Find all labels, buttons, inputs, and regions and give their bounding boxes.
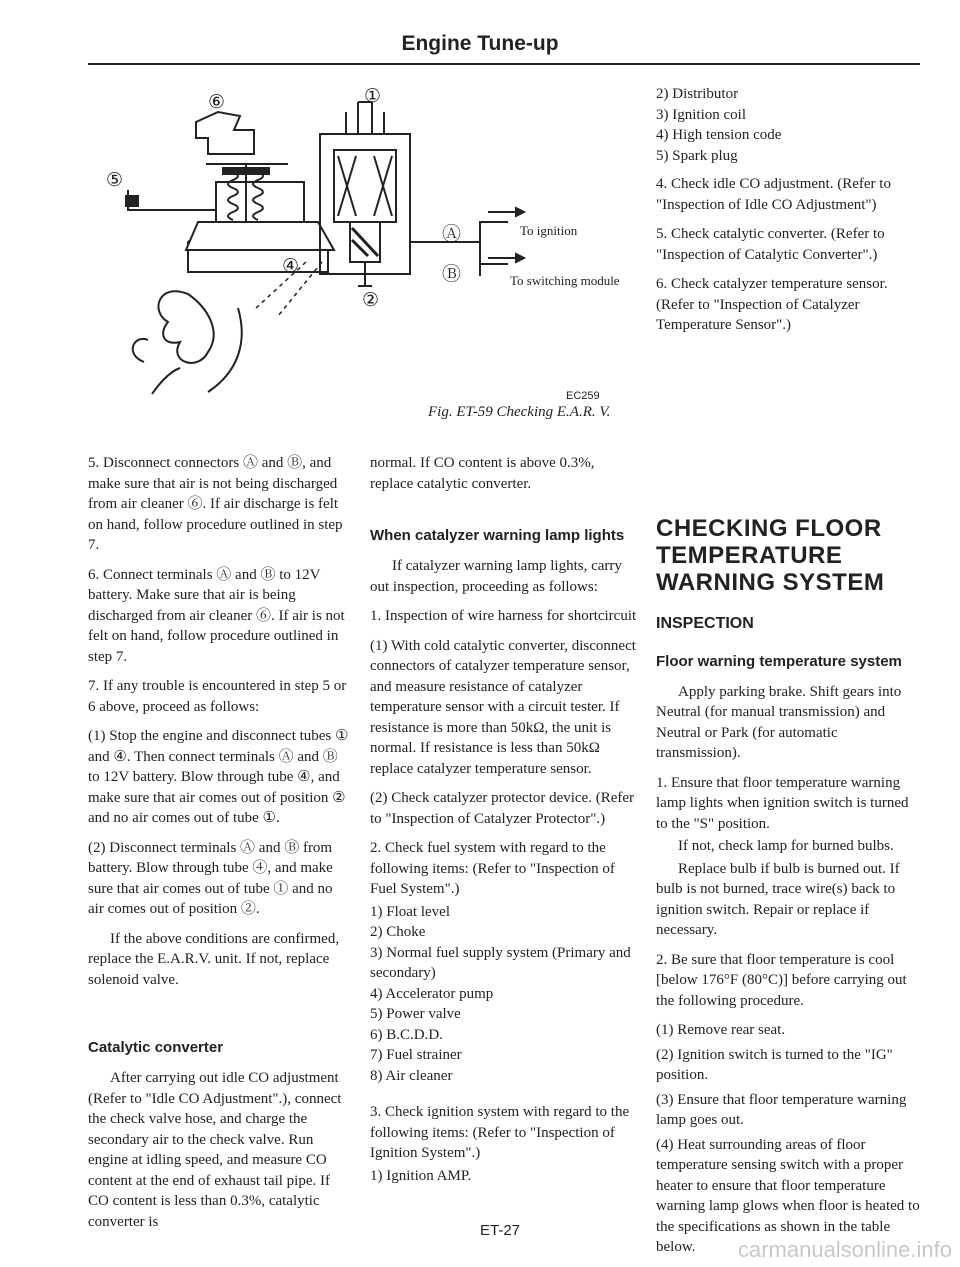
column-right (656, 84, 920, 1267)
paragraph: (4) Heat surrounding areas of floor temperature sensing switch with a proper heater to ensure that floor temperature warning lamp glows when floor is heated to the specifications as shown in the table below. (656, 1136, 920, 1255)
earv-diagram (88, 72, 648, 402)
valve-spring (228, 172, 238, 220)
paragraph: 2. Be sure that floor temperature is cool [below 176°F (80°C)] before carrying out the following procedure. (656, 951, 907, 1009)
column-middle (370, 453, 638, 1186)
label-5: ⑤ (106, 170, 124, 191)
hand-sketch (158, 291, 213, 363)
label-b: Ⓑ (442, 264, 462, 285)
paragraph: After carrying out idle CO adjustment (Refer to "Idle CO Adjustment".), connect the check valve hose, and charge the secondary air to the check valve. Run engine at idling speed, and measure CO content at the end of exhaust tail pipe. If CO content is less than 0.3%, catalytic converter is (88, 1070, 342, 1230)
paragraph: (1) Stop the engine and disconnect tubes ① and ④. Then connect terminals Ⓐ and Ⓑ to 12V battery. Blow through tube ④, and make sure that air comes out of position ② and no air comes out of tube ①. (88, 728, 349, 826)
paragraph: If the above conditions are confirmed, replace the E.A.R.V. unit. If not, replace solenoid valve. (88, 930, 340, 988)
paragraph: Replace bulb if bulb is burned out. If bulb is not burned, trace wire(s) back to ignition switch. Repair or replace if necessary. (656, 860, 900, 938)
paragraph: (2) Ignition switch is turned to the "IG" position. (656, 1046, 893, 1083)
list-item: 1) Float level (370, 903, 450, 920)
figure-code: EC259 (566, 390, 600, 402)
list-item: 3) Normal fuel supply system (Primary and secondary) (370, 944, 631, 981)
list-item: 7) Fuel strainer (370, 1047, 462, 1063)
paragraph: 6. Connect terminals Ⓐ and Ⓑ to 12V battery. Make sure that air is being discharged from air cleaner ⑥. If air is not felt on hand, follow procedure outlined in step 7. (88, 566, 345, 665)
paragraph: (2) Check catalyzer protector device. (Refer to "Inspection of Catalyzer Protector".) (370, 790, 635, 827)
paragraph: 5. Disconnect connectors Ⓐ and Ⓑ, and make sure that air is not being discharged from air cleaner ⑥. If air discharge is felt on hand, follow procedure outlined in step 7. (88, 455, 343, 553)
watermark: carmanualsonline.info (737, 1237, 952, 1262)
paragraph: (1) With cold catalytic converter, disconnect connectors of catalyzer temperature sensor, and measure resistance of catalyzer temperature sensor with a circuit tester. If resistance is more than 50kΩ, the unit is normal. If resistance is less than 50kΩ replace catalyzer temperature sensor. (370, 637, 636, 777)
column-left (88, 453, 350, 1241)
page-header: Engine Tune-up (401, 32, 559, 55)
label-4: ④ (282, 256, 300, 277)
paragraph: 1. Ensure that floor temperature warning lamp lights when ignition switch is turned to the "S" position. (656, 774, 909, 832)
paragraph: 7. If any trouble is encountered in step 5 or 6 above, proceed as follows: (88, 678, 347, 715)
paragraph: normal. If CO content is above 0.3%, replace catalytic converter. (370, 455, 595, 492)
paragraph: 5. Check catalytic converter. (Refer to "Inspection of Catalytic Converter".) (656, 226, 885, 263)
paragraph: (1) Remove rear seat. (656, 1022, 786, 1038)
list-item: 2) Choke (370, 924, 426, 940)
paragraph: 6. Check catalyzer temperature sensor. (Refer to "Inspection of Catalyzer Temperature Sensor".) (656, 276, 888, 333)
paragraph: 3. Check ignition system with regard to the following items: (Refer to "Inspection of Ignition System".) (370, 1104, 630, 1161)
list-item: 2) Distributor (656, 86, 739, 102)
paragraph: (3) Ensure that floor temperature warning lamp goes out. (656, 1091, 907, 1128)
label-a: Ⓐ (442, 224, 462, 245)
paragraph: If not, check lamp for burned bulbs. (678, 838, 894, 854)
paragraph: Apply parking brake. Shift gears into Neutral (for manual transmission) and Neutral or Park (for automatic transmission). (656, 683, 902, 761)
paragraph: If catalyzer warning lamp lights, carry out inspection, proceeding as follows: (370, 558, 622, 595)
list-item: 3) Ignition coil (656, 106, 746, 123)
main-heading: CHECKING FLOOR TEMPERATURE WARNING SYSTEM (656, 514, 885, 596)
list-item: 4) Accelerator pump (370, 985, 494, 1002)
section-heading: When catalyzer warning lamp lights (370, 527, 625, 544)
label-to-ignition: To ignition (520, 223, 578, 238)
subsection-heading: INSPECTION (656, 614, 754, 632)
label-6: ⑥ (208, 92, 226, 113)
list-item: 8) Air cleaner (370, 1067, 453, 1084)
list-item: 4) High tension code (656, 127, 782, 143)
label-to-switching-module: To switching module (510, 273, 620, 288)
air-cleaner-cap (196, 112, 254, 154)
paragraph: 1. Inspection of wire harness for shortcircuit (370, 608, 637, 624)
section-heading: Catalytic converter (88, 1039, 224, 1056)
page-number: ET-27 (480, 1222, 521, 1239)
label-1: ① (364, 86, 382, 107)
air-cleaner-outlet-pipe (128, 190, 216, 210)
list-item: 6) B.C.D.D. (370, 1026, 443, 1043)
section-heading: Floor warning temperature system (656, 652, 902, 670)
header-rule (88, 63, 920, 65)
figure-caption: Fig. ET-59 Checking E.A.R. V. (428, 404, 611, 420)
paragraph: 4. Check idle CO adjustment. (Refer to "Inspection of Idle CO Adjustment") (656, 176, 891, 213)
paragraph: (2) Disconnect terminals Ⓐ and Ⓑ from battery. Blow through tube ④, and make sure that air comes out of tube ① and no air comes out of position ②. (88, 839, 333, 917)
list-item: 5) Spark plug (656, 147, 738, 164)
list-item: 1) Ignition AMP. (370, 1167, 472, 1184)
paragraph: 2. Check fuel system with regard to the following items: (Refer to "Inspection of Fuel System".) (370, 840, 615, 897)
label-2: ② (362, 290, 380, 311)
list-item: 5) Power valve (370, 1006, 461, 1022)
